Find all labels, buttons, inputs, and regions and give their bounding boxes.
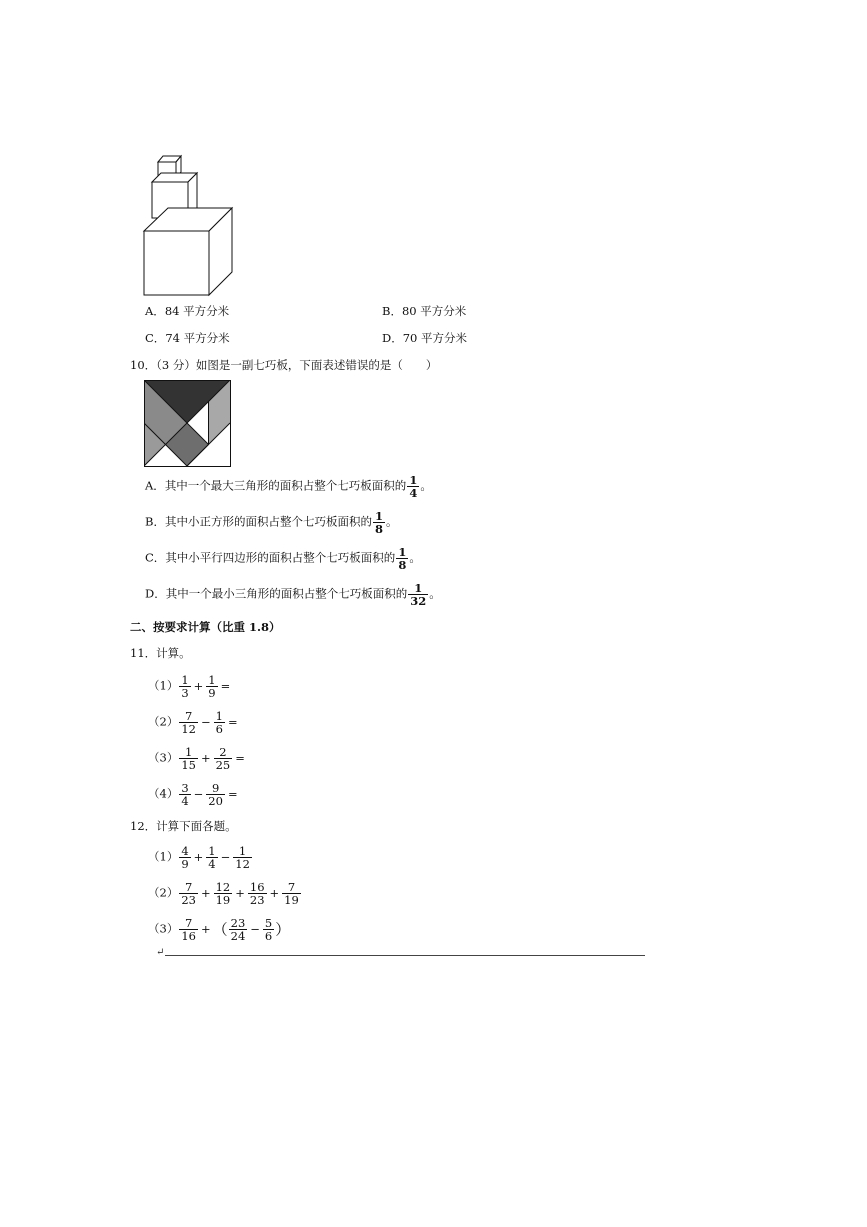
fraction: $\frac{5}{6}$ xyxy=(264,916,273,943)
stacked-cubes-figure xyxy=(140,152,240,298)
footer-rule xyxy=(165,955,645,956)
q10-option-c[interactable]: C．其中小平行四边形的面积占整个七巧板面积的 $\frac{1}{8}$ 。 xyxy=(145,545,421,572)
q11-item-2: （2） $\frac{7}{12}$ − $\frac{1}{6}$ = xyxy=(148,709,238,736)
fraction: $\frac{1}{8}$ xyxy=(398,545,407,572)
q9-option-a[interactable]: A．84 平方分米 xyxy=(145,304,230,318)
fraction: $\frac{1}{4}$ xyxy=(409,473,418,500)
fraction: $\frac{3}{4}$ xyxy=(181,781,189,808)
section-title: 二、按要求计算（比重 1.8） xyxy=(130,620,281,634)
fraction: $\frac{16}{23}$ xyxy=(249,880,265,907)
fraction: $\frac{7}{12}$ xyxy=(181,709,196,736)
fraction: $\frac{4}{9}$ xyxy=(181,844,189,871)
tangram-figure xyxy=(144,380,232,468)
q11-item-1: （1） $\frac{1}{3}$ + $\frac{1}{9}$ = xyxy=(148,673,231,700)
fraction: $\frac{1}{9}$ xyxy=(208,673,216,700)
fraction: $\frac{23}{24}$ xyxy=(230,916,246,943)
fraction: $\frac{2}{25}$ xyxy=(215,745,231,772)
q12-item-3: （3） $\frac{7}{16}$ + （ $\frac{23}{24}$ − $\frac{5}{6}$ ） xyxy=(148,916,291,943)
fraction: $\frac{7}{23}$ xyxy=(181,880,196,907)
q9-option-c[interactable]: C．74 平方分米 xyxy=(145,331,230,345)
fraction: $\frac{1}{12}$ xyxy=(235,844,250,871)
q10-option-d[interactable]: D．其中一个最小三角形的面积占整个七巧板面积的 $\frac{1}{32}$ 。 xyxy=(145,581,441,608)
fraction: $\frac{1}{8}$ xyxy=(374,509,383,536)
fraction: $\frac{7}{19}$ xyxy=(284,880,299,907)
fraction: $\frac{1}{15}$ xyxy=(181,745,196,772)
q10-option-b[interactable]: B．其中小正方形的面积占整个七巧板面积的 $\frac{1}{8}$ 。 xyxy=(145,509,398,536)
q9-option-d[interactable]: D．70 平方分米 xyxy=(382,331,468,345)
fraction: $\frac{7}{16}$ xyxy=(181,916,196,943)
fraction: $\frac{1}{6}$ xyxy=(215,709,223,736)
fraction: $\frac{9}{20}$ xyxy=(208,781,223,808)
q11-item-3: （3） $\frac{1}{15}$ + $\frac{2}{25}$ = xyxy=(148,745,245,772)
q11-stem: 11．计算。 xyxy=(130,646,191,660)
q12-item-1: （1） $\frac{4}{9}$ + $\frac{1}{4}$ − $\frac{1}{12}$ xyxy=(148,844,250,871)
return-mark: ↵ xyxy=(156,947,165,958)
q10-option-a[interactable]: A．其中一个最大三角形的面积占整个七巧板面积的 $\frac{1}{4}$ 。 xyxy=(145,473,432,500)
fraction: $\frac{12}{19}$ xyxy=(215,880,231,907)
fraction: $\frac{1}{3}$ xyxy=(181,673,189,700)
q10-stem: 10．（3 分）如图是一副七巧板，下面表述错误的是（ ） xyxy=(130,358,438,372)
q11-item-4: （4） $\frac{3}{4}$ − $\frac{9}{20}$ = xyxy=(148,781,238,808)
fraction: $\frac{1}{4}$ xyxy=(208,844,216,871)
q12-item-2: （2） $\frac{7}{23}$ + $\frac{12}{19}$ + $\frac{16}{23}$ + $\frac{7}{19}$ xyxy=(148,880,299,907)
q12-stem: 12．计算下面各题。 xyxy=(130,819,237,833)
fraction: $\frac{1}{32}$ xyxy=(410,581,427,608)
q9-option-b[interactable]: B．80 平方分米 xyxy=(382,304,467,318)
